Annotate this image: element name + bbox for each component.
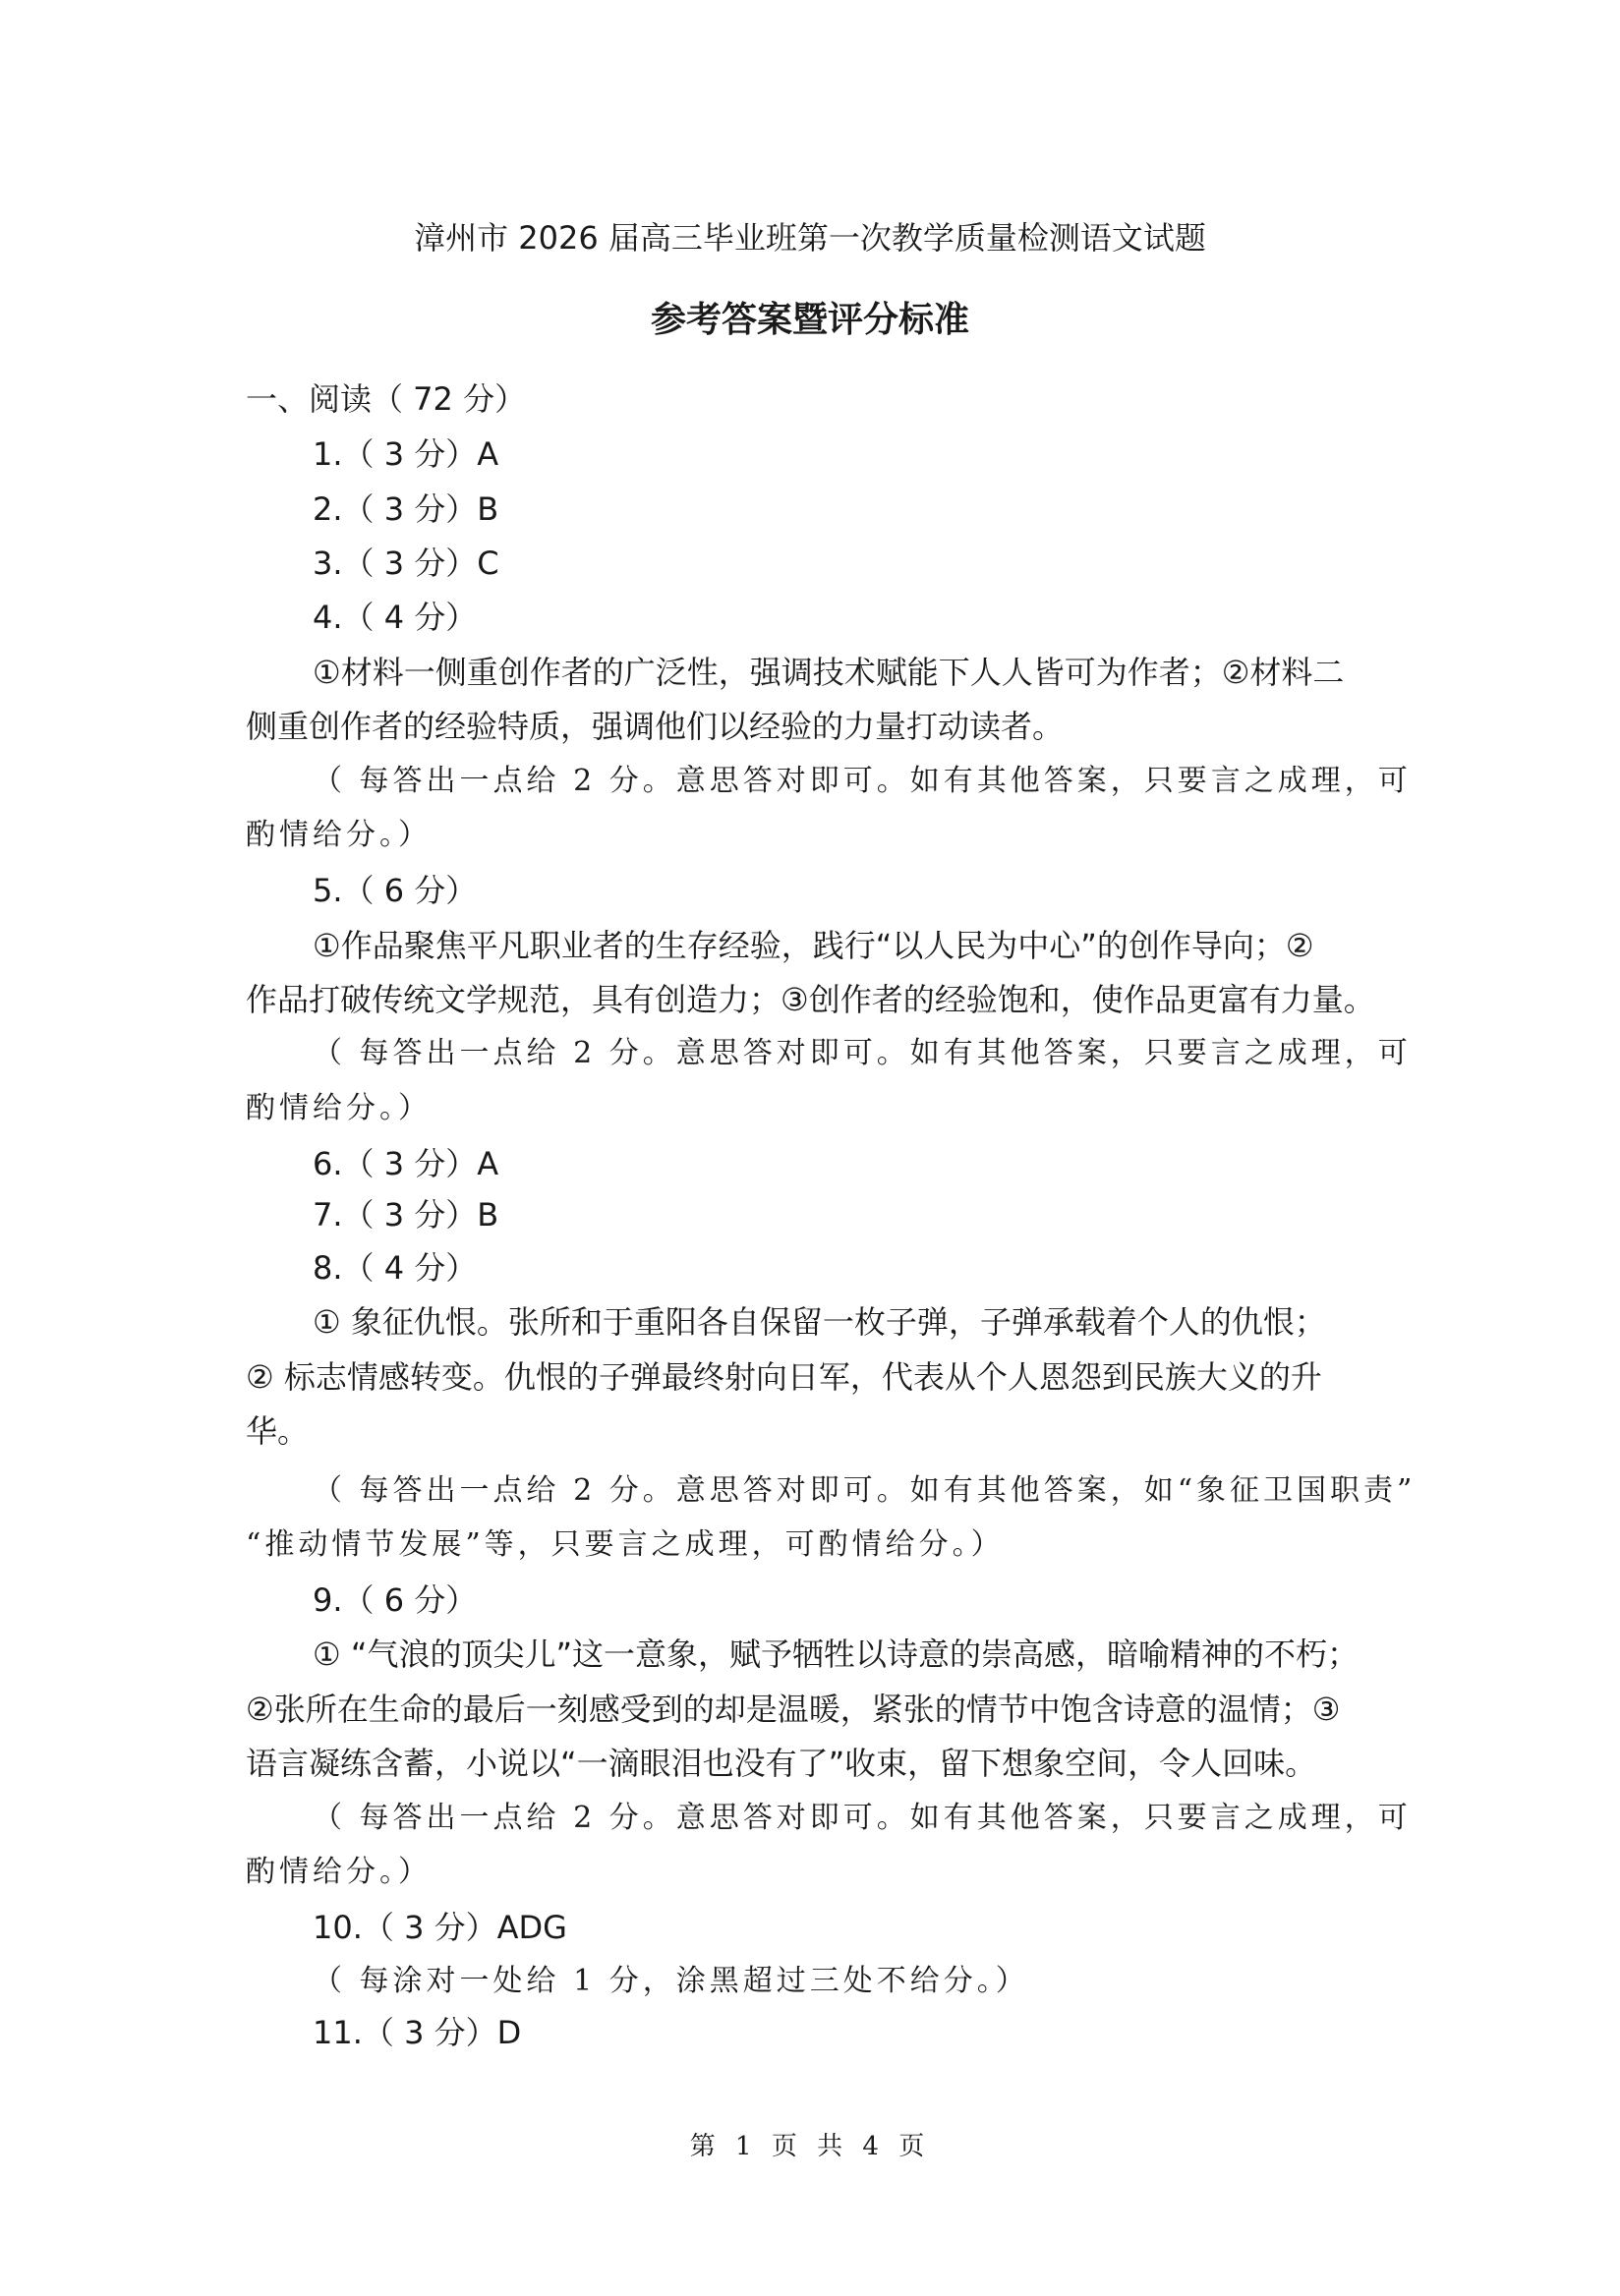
document-subtitle: 参考答案暨评分标准 [650,300,969,340]
answer-q9: 9.（ 6 分） [313,1581,478,1619]
scoring-note-q4-line-1: （ 每答出一点给 2 分。意思答对即可。如有其他答案，只要言之成理，可 [313,764,1412,798]
answer-q8-line-3: 华。 [246,1412,310,1450]
answer-q4: 4.（ 4 分） [313,599,478,636]
scoring-note-q9-line-1: （ 每答出一点给 2 分。意思答对即可。如有其他答案，只要言之成理，可 [313,1801,1412,1835]
scoring-note-q9-line-2: 酌情给分。） [246,1855,432,1889]
answer-q5-line-2: 作品打破传统文学规范，具有创造力；③创作者的经验饱和，使作品更富有力量。 [246,981,1375,1018]
answer-q5-line-1: ①作品聚焦平凡职业者的生存经验，践行“以人民为中心”的创作导向；② [313,927,1314,964]
page-footer: 第 1 页 共 4 页 [689,2132,931,2161]
answer-q5: 5.（ 6 分） [313,872,478,909]
answer-q9-line-2: ②张所在生命的最后一刻感受到的却是温暖，紧张的情节中饱含诗意的温情；③ [246,1691,1341,1728]
scoring-note-q5-line-2: 酌情给分。） [246,1091,432,1125]
answer-q6: 6.（ 3 分）A [313,1145,499,1182]
document-title: 漳州市 2026 届高三毕业班第一次教学质量检测语文试题 [414,219,1206,257]
scoring-note-q4-line-2: 酌情给分。） [246,818,432,852]
answer-q8: 8.（ 4 分） [313,1249,478,1287]
section-heading-reading: 一、阅读（ 72 分） [246,380,527,418]
answer-q8-line-1: ① 象征仇恨。张所和于重阳各自保留一枚子弹，子弹承载着个人的仇恨； [313,1303,1326,1341]
answer-q1: 1.（ 3 分）A [313,435,499,473]
answer-q8-line-2: ② 标志情感转变。仇恨的子弹最终射向日军，代表从个人恩怨到民族大义的升 [246,1358,1322,1396]
answer-q9-line-3: 语言凝练含蓄，小说以“一滴眼泪也没有了”收束，留下想象空间，令人回味。 [246,1745,1317,1782]
answer-q9-line-1: ① “气浪的顶尖儿”这一意象，赋予牺牲以诗意的崇高感，暗喻精神的不朽； [313,1636,1360,1673]
answer-q10: 10.（ 3 分）ADG [313,1909,567,1946]
scoring-note-q5-line-1: （ 每答出一点给 2 分。意思答对即可。如有其他答案，只要言之成理，可 [313,1036,1412,1070]
answer-q4-line-2: 侧重创作者的经验特质，强调他们以经验的力量打动读者。 [246,708,1065,745]
answer-q7: 7.（ 3 分）B [313,1196,499,1234]
answer-q4-line-1: ①材料一侧重创作者的广泛性，强调技术赋能下人人皆可为作者；②材料二 [313,654,1345,691]
answer-q11: 11.（ 3 分）D [313,2014,522,2051]
answer-q3: 3.（ 3 分）C [313,545,499,582]
scoring-note-q8-line-1: （ 每答出一点给 2 分。意思答对即可。如有其他答案，如“象征卫国职责” [313,1473,1417,1508]
scoring-note-q10: （ 每涂对一处给 1 分，涂黑超过三处不给分。） [313,1964,1029,1998]
answer-q2: 2.（ 3 分）B [313,490,499,528]
scoring-note-q8-line-2: “推动情节发展”等，只要言之成理，可酌情给分。） [246,1527,1005,1562]
